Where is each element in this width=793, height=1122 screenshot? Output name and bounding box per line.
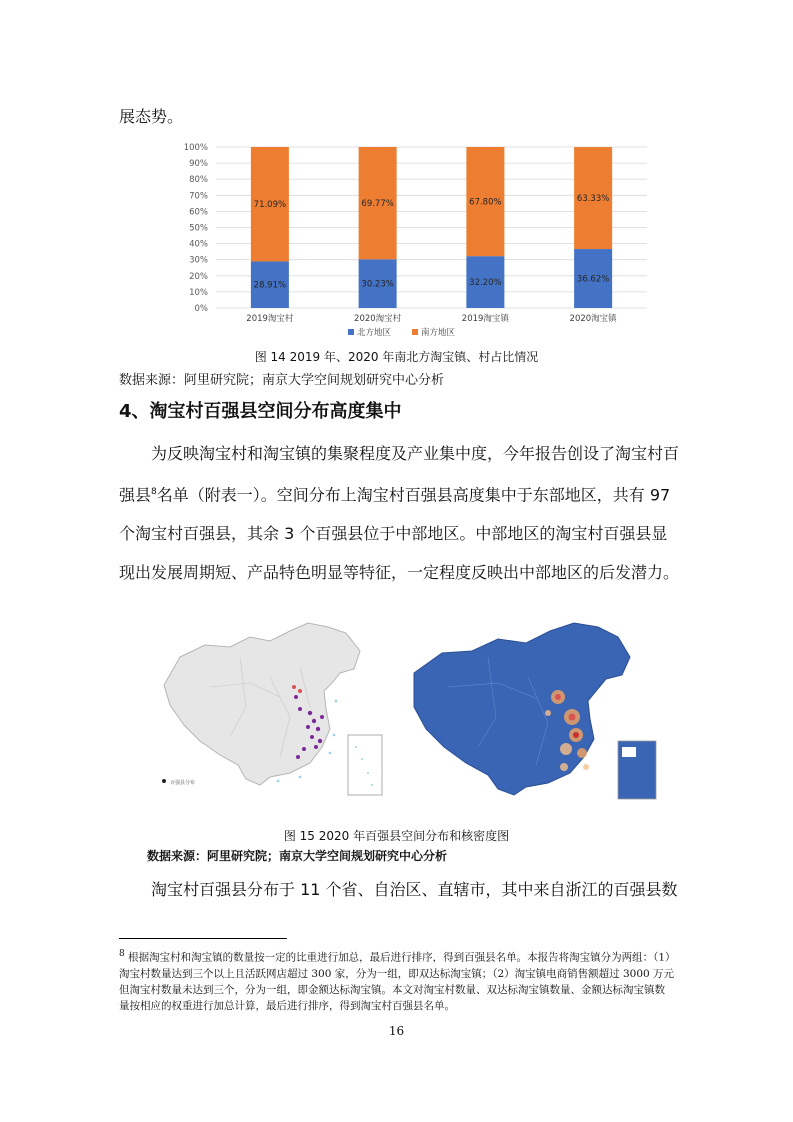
data-label: 28.91% bbox=[253, 280, 287, 291]
closing-paragraph: 淘宝村百强县分布于 11 个省、自治区、直辖市，其中来自浙江的百强县数 bbox=[151, 880, 678, 899]
x-tick-label: 2020淘宝村 bbox=[354, 314, 402, 324]
data-label: 63.33% bbox=[576, 194, 610, 205]
stacked-bar-chart bbox=[150, 130, 655, 342]
x-tick-label: 2019淘宝村 bbox=[246, 314, 294, 324]
map-legend-label: 百强县分布 bbox=[170, 780, 196, 786]
footnote-mark: 8 bbox=[119, 949, 125, 959]
data-label: 67.80% bbox=[469, 197, 502, 208]
y-tick-label: 30% bbox=[189, 255, 208, 266]
data-label: 36.62% bbox=[576, 274, 610, 285]
kernel-density-map bbox=[408, 617, 660, 807]
footnote bbox=[119, 946, 675, 1014]
y-tick-label: 10% bbox=[189, 287, 208, 298]
y-tick-label: 100% bbox=[183, 143, 208, 153]
paragraph-text-a: 为反映淘宝村和淘宝镇的集聚程度及产业集中度，今年报告创设了淘宝村百强县 bbox=[119, 444, 680, 505]
y-tick-label: 80% bbox=[189, 175, 208, 186]
y-tick-label: 90% bbox=[189, 159, 208, 170]
page-number: 16 bbox=[388, 1024, 405, 1038]
y-tick-label: 60% bbox=[189, 207, 208, 218]
figure-14-source: 数据来源：阿里研究院；南京大学空间规划研究中心分析 bbox=[119, 373, 445, 388]
data-label: 30.23% bbox=[361, 279, 394, 290]
y-tick-label: 50% bbox=[189, 223, 208, 234]
footnote-divider bbox=[119, 938, 287, 939]
lead-text: 展态势。 bbox=[119, 107, 184, 126]
y-tick-label: 70% bbox=[189, 191, 208, 202]
y-tick-label: 40% bbox=[189, 239, 208, 250]
x-tick-label: 2019淘宝镇 bbox=[461, 314, 509, 324]
data-label: 32.20% bbox=[469, 278, 502, 289]
distribution-map bbox=[150, 617, 388, 807]
legend-label: 南方地区 bbox=[421, 328, 456, 338]
y-tick-label: 20% bbox=[189, 271, 208, 282]
figure-15-source: 数据来源：阿里研究院；南京大学空间规划研究中心分析 bbox=[147, 849, 448, 863]
data-label: 69.77% bbox=[361, 199, 394, 210]
legend-label: 北方地区 bbox=[357, 328, 392, 338]
legend-dot bbox=[162, 779, 166, 783]
legend-swatch bbox=[348, 329, 354, 335]
footnote-text: 根据淘宝村和淘宝镇的数量按一定的比重进行加总，最后进行排序，得到百强县名单。本报告将淘宝镇分为两组：（1）淘宝村数量达到三个以上且活跃网店超过 300 家，分为一组，即双达标淘宝镇；（2）淘宝镇电商销售额超过 3000 万元但淘宝村数量未达到三个，分为一组，即金额达标淘宝镇。本文对淘宝村数量、双达标淘宝镇数量、金额达标淘宝镇数量按相应的权重进行加总计算，最后进行排序，得到淘宝村百强县名单。 bbox=[119, 951, 675, 1012]
x-tick-label: 2020淘宝镇 bbox=[569, 314, 617, 324]
section-paragraph bbox=[119, 434, 679, 592]
legend-swatch bbox=[412, 329, 418, 335]
figure-15-caption: 图 15 2020 年百强县空间分布和核密度图 bbox=[283, 829, 510, 843]
y-tick-label: 0% bbox=[194, 304, 208, 314]
paragraph-text-b: 名单（附表一）。空间分布上淘宝村百强县高度集中于东部地区，共有 97 个淘宝村百强县，其余 3 个百强县位于中部地区。中部地区的淘宝村百强县显现出发展周期短、产品特色明显等特征，一定程度反映出中部地区的后发潜力。 bbox=[119, 485, 680, 583]
figure-14-caption: 图 14 2019 年、2020 年南北方淘宝镇、村占比情况 bbox=[254, 350, 539, 364]
section-heading: 4、淘宝村百强县空间分布高度集中 bbox=[119, 401, 402, 422]
data-label: 71.09% bbox=[253, 200, 287, 211]
footnote-ref[interactable]: 8 bbox=[151, 487, 157, 497]
south-china-sea-inset bbox=[348, 735, 382, 795]
